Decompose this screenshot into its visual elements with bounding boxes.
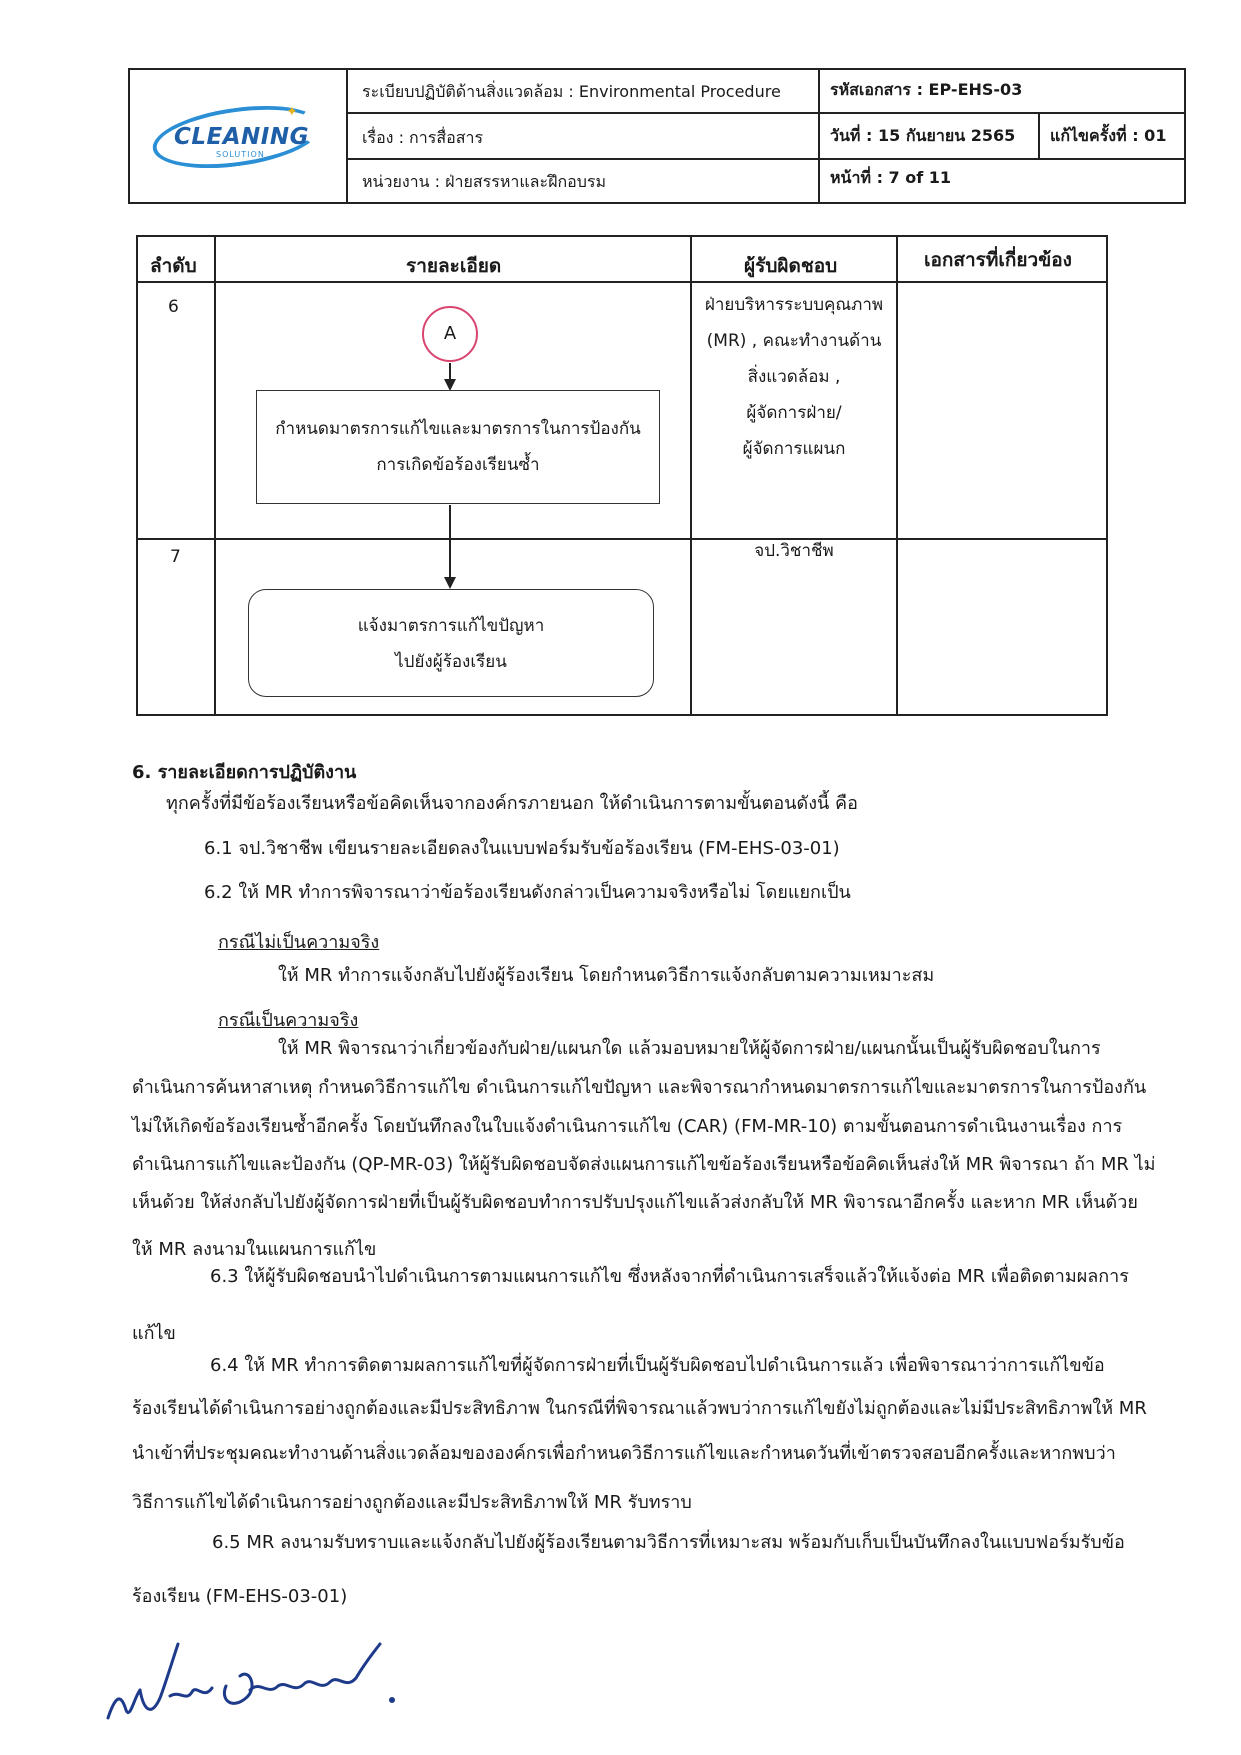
- case-false-text: ให้ MR ทำการแจ้งกลับไปยังผู้ร้องเรียน โดยกำหนดวิธีการแจ้งกลับตามความเหมาะสม: [278, 965, 935, 986]
- col-header-no: ลำดับ: [150, 255, 197, 277]
- paragraph-line: ให้ MR ลงนามในแผนการแก้ไข: [132, 1239, 377, 1260]
- document-date: วันที่ : 15 กันยายน 2565: [830, 126, 1016, 145]
- procedure-flow-table: [136, 235, 1108, 716]
- paragraph-line: นำเข้าที่ประชุมคณะทำงานด้านสิ่งแวดล้อมขององค์กรเพื่อกำหนดวิธีการแก้ไขและกำหนดวันที่เข้าตรวจสอบอีกครั้งและหากพบว่า: [132, 1443, 1116, 1464]
- paragraph-line: ร้องเรียนได้ดำเนินการอย่างถูกต้องและมีประสิทธิภาพ ในกรณีที่พิจารณาแล้วพบว่าการแก้ไขยังไม่ถูกต้องและไม่มีประสิทธิภาพให้ MR: [132, 1398, 1147, 1419]
- col-header-documents: เอกสารที่เกี่ยวข้อง: [924, 249, 1072, 271]
- department: หน่วยงาน : ฝ่ายสรรหาและฝึกอบรม: [362, 172, 607, 191]
- section-title: 6. รายละเอียดการปฏิบัติงาน: [132, 762, 357, 783]
- step-6-3: 6.3 ให้ผู้รับผิดชอบนำไปดำเนินการตามแผนการแก้ไข ซึ่งหลังจากที่ดำเนินการเสร็จแล้วให้แจ้งต่อ MR เพื่อติดตามผลการ: [210, 1266, 1129, 1287]
- flow-arrow: [449, 363, 451, 389]
- handwritten-signature: [100, 1640, 410, 1730]
- paragraph-line: วิธีการแก้ไขได้ดำเนินการอย่างถูกต้องและมีประสิทธิภาพให้ MR รับทราบ: [132, 1492, 692, 1513]
- col-header-detail: รายละเอียด: [406, 255, 502, 277]
- step-6-1: 6.1 จป.วิชาชีพ เขียนรายละเอียดลงในแบบฟอร์มรับข้อร้องเรียน (FM-EHS-03-01): [204, 838, 840, 859]
- process-box: กำหนดมาตรการแก้ไขและมาตรการในการป้องกัน การเกิดข้อร้องเรียนซ้ำ: [256, 390, 660, 504]
- paragraph-line: แก้ไข: [132, 1323, 176, 1344]
- terminal-box: แจ้งมาตรการแก้ไขปัญหา ไปยังผู้ร้องเรียน: [248, 589, 654, 697]
- row-number: 6: [168, 297, 179, 317]
- paragraph-line: ดำเนินการค้นหาสาเหตุ กำหนดวิธีการแก้ไข ดำเนินการแก้ไขปัญหา และพิจารณากำหนดมาตรการแก้ไขและมาตรการในการป้องกัน: [132, 1077, 1147, 1098]
- revision-number: แก้ไขครั้งที่ : 01: [1050, 126, 1167, 145]
- document-code: รหัสเอกสาร : EP-EHS-03: [830, 80, 1023, 99]
- responsible-list: ฝ่ายบริหารระบบคุณภาพ (MR) , คณะทำงานด้าน สิ่งแวดล้อม , ผู้จัดการฝ่าย/ ผู้จัดการแผนก: [704, 295, 884, 459]
- flow-arrow: [449, 505, 451, 587]
- document-header: [128, 68, 1186, 204]
- col-header-responsible: ผู้รับผิดชอบ: [744, 255, 838, 277]
- responsible-list: จป.วิชาชีพ: [754, 541, 834, 561]
- section-intro: ทุกครั้งที่มีข้อร้องเรียนหรือข้อคิดเห็นจากองค์กรภายนอก ให้ดำเนินการตามขั้นตอนดังนี้ คือ: [166, 793, 858, 814]
- paragraph-line: ร้องเรียน (FM-EHS-03-01): [132, 1586, 348, 1607]
- document-subject: เรื่อง : การสื่อสาร: [362, 128, 484, 147]
- case-false-title: กรณีไม่เป็นความจริง: [218, 932, 380, 953]
- row-number: 7: [170, 547, 181, 567]
- step-6-5: 6.5 MR ลงนามรับทราบและแจ้งกลับไปยังผู้ร้องเรียนตามวิธีการที่เหมาะสม พร้อมกับเก็บเป็นบันทึกลงในแบบฟอร์มรับข้อ: [212, 1532, 1125, 1553]
- paragraph-line: ให้ MR พิจารณาว่าเกี่ยวข้องกับฝ่าย/แผนกใด แล้วมอบหมายให้ผู้จัดการฝ่าย/แผนกนั้นเป็นผู้รับผิดชอบในการ: [278, 1038, 1101, 1059]
- flow-connector: A: [422, 306, 478, 362]
- company-logo: CLEANING SOLUTION ✦: [152, 104, 322, 170]
- step-6-4: 6.4 ให้ MR ทำการติดตามผลการแก้ไขที่ผู้จัดการฝ่ายที่เป็นผู้รับผิดชอบไปดำเนินการแล้ว เพื่อพิจารณาว่าการแก้ไขข้อ: [210, 1355, 1105, 1376]
- paragraph-line: เห็นด้วย ให้ส่งกลับไปยังผู้จัดการฝ่ายที่เป็นผู้รับผิดชอบทำการปรับปรุงแก้ไขแล้วส่งกลับให้ MR พิจารณาอีกครั้ง และหาก MR เห็นด้วย: [132, 1192, 1138, 1213]
- procedure-title: ระเบียบปฏิบัติด้านสิ่งแวดล้อม : Environmental Procedure: [362, 82, 781, 101]
- step-6-2: 6.2 ให้ MR ทำการพิจารณาว่าข้อร้องเรียนดังกล่าวเป็นความจริงหรือไม่ โดยแยกเป็น: [204, 882, 851, 903]
- paragraph-line: ดำเนินการแก้ไขและป้องกัน (QP-MR-03) ให้ผู้รับผิดชอบจัดส่งแผนการแก้ไขข้อร้องเรียนหรือข้อคิดเห็นส่งให้ MR พิจารณา ถ้า MR ไม่: [132, 1154, 1156, 1175]
- page-number: หน้าที่ : 7 of 11: [830, 168, 952, 187]
- case-true-title: กรณีเป็นความจริง: [218, 1010, 359, 1031]
- sparkle-icon: ✦: [286, 104, 298, 120]
- paragraph-line: ไม่ให้เกิดข้อร้องเรียนซ้ำอีกครั้ง โดยบันทึกลงในใบแจ้งดำเนินการแก้ไข (CAR) (FM-MR-10) ตามขั้นตอนการดำเนินงานเรื่อง การ: [132, 1116, 1123, 1137]
